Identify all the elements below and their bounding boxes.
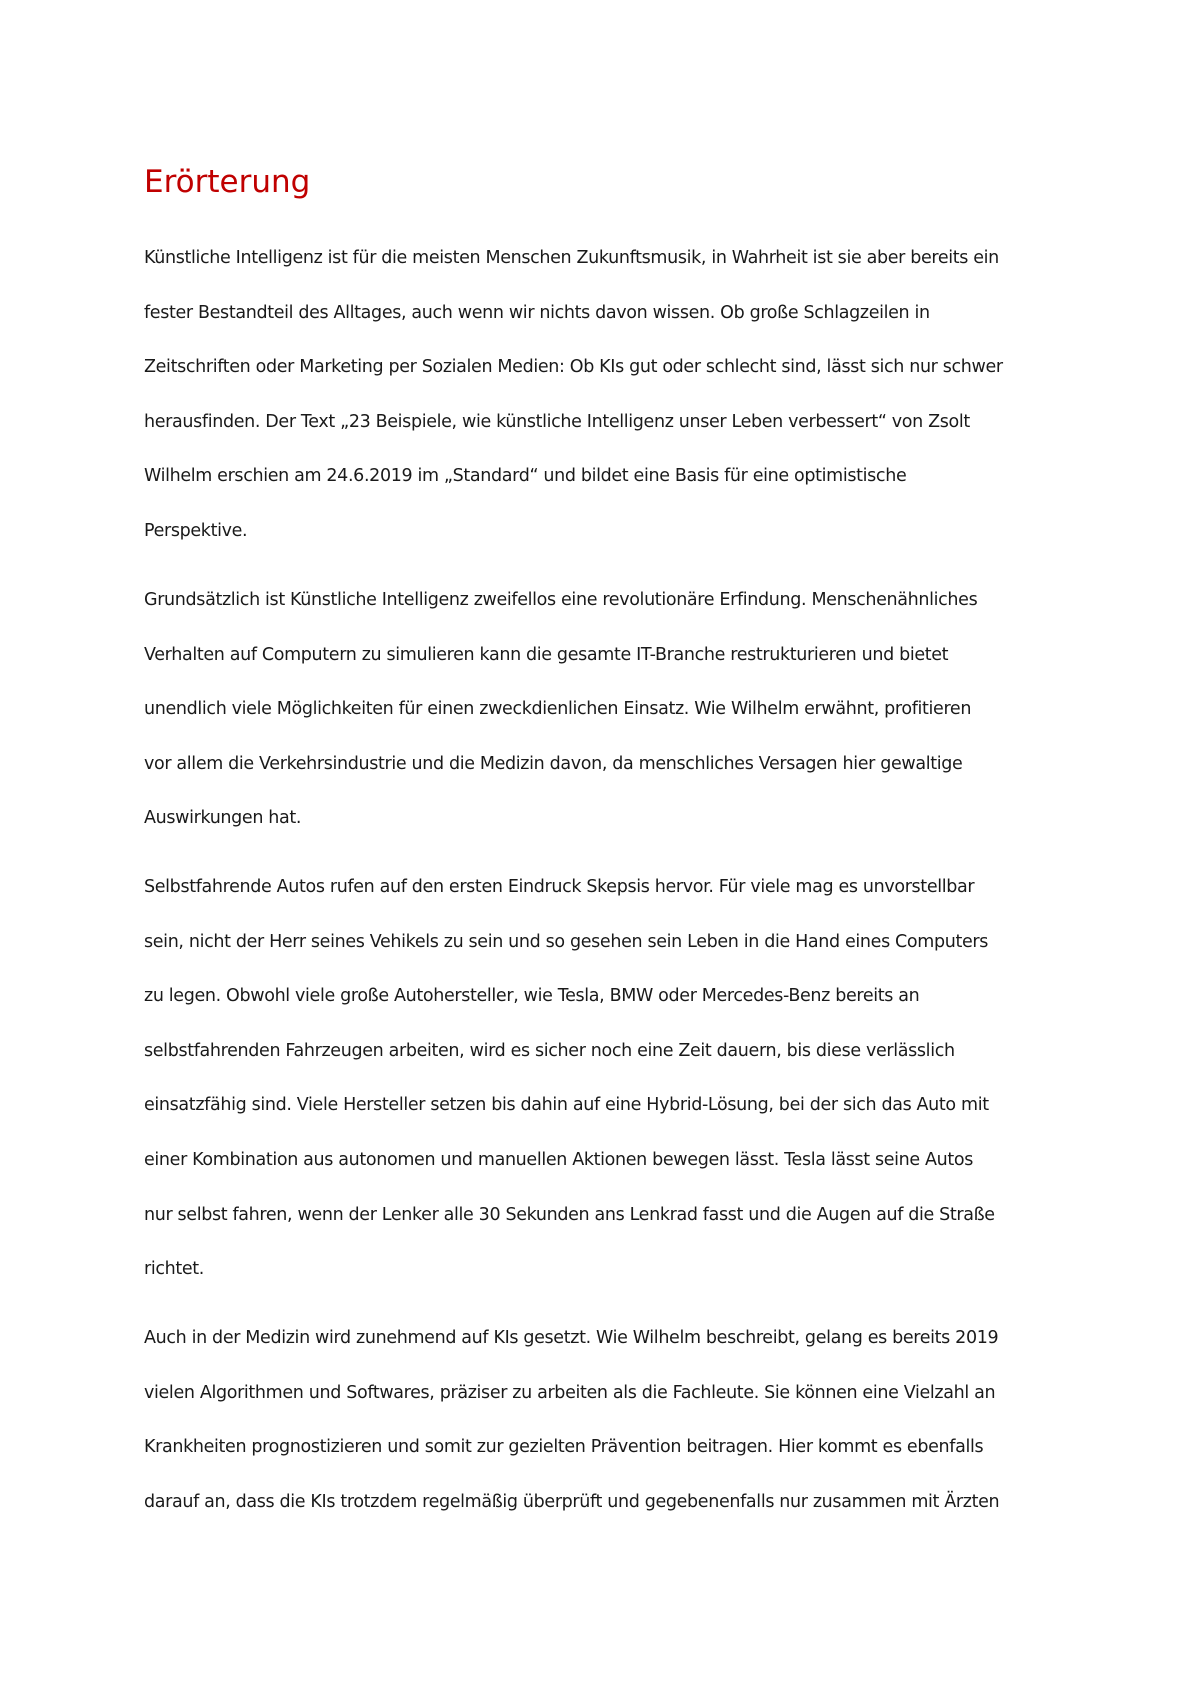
text-line: einer Kombination aus autonomen und manuellen Aktionen bewegen lässt. Tesla lässt seine Autos: [144, 1149, 974, 1170]
paragraph-medicine: [144, 1311, 1064, 1529]
text-line: Künstliche Intelligenz ist für die meisten Menschen Zukunftsmusik, in Wahrheit ist sie aber bereits ein: [144, 248, 999, 268]
text-line: vor allem die Verkehrsindustrie und die Medizin davon, da menschliches Versagen hier gewaltige: [144, 753, 963, 774]
text-line: nur selbst fahren, wenn der Lenker alle 30 Sekunden ans Lenkrad fasst und die Augen auf die Straße: [144, 1204, 995, 1225]
text-line: herausfinden. Der Text „23 Beispiele, wie künstliche Intelligenz unser Leben verbessert“ von Zsolt: [144, 411, 970, 432]
text-line: Auch in der Medizin wird zunehmend auf KIs gesetzt. Wie Wilhelm beschreibt, gelang es bereits 2019: [144, 1328, 999, 1348]
text-line: fester Bestandteil des Alltages, auch wenn wir nichts davon wissen. Ob große Schlagzeilen in: [144, 302, 930, 323]
paragraph-intro: [144, 231, 1064, 559]
text-line: darauf an, dass die KIs trotzdem regelmäßig überprüft und gegebenenfalls nur zusammen mit Ärzten: [144, 1491, 1000, 1512]
text-line: einsatzfähig sind. Viele Hersteller setzen bis dahin auf eine Hybrid-Lösung, bei der sich das Auto mit: [144, 1095, 989, 1116]
text-line: zu legen. Obwohl viele große Autohersteller, wie Tesla, BMW oder Mercedes-Benz bereits an: [144, 986, 920, 1007]
paragraph-self-driving: [144, 860, 1064, 1297]
text-line: Grundsätzlich ist Künstliche Intelligenz zweifellos eine revolutionäre Erfindung. Menschenähnliches: [144, 590, 978, 610]
text-line: Wilhelm erschien am 24.6.2019 im „Standard“ und bildet eine Basis für eine optimistische: [144, 466, 907, 487]
paragraph-revolution: [144, 573, 1064, 846]
document-title: Erörterung: [144, 164, 311, 200]
text-line: selbstfahrenden Fahrzeugen arbeiten, wird es sicher noch eine Zeit dauern, bis diese verlässlich: [144, 1040, 955, 1061]
text-line: Zeitschriften oder Marketing per Sozialen Medien: Ob KIs gut oder schlecht sind, lässt sich nur schwer: [144, 357, 1003, 378]
text-line: Verhalten auf Computern zu simulieren kann die gesamte IT-Branche restrukturieren und bietet: [144, 644, 949, 665]
text-line: unendlich viele Möglichkeiten für einen zweckdienlichen Einsatz. Wie Wilhelm erwähnt, profitieren: [144, 699, 972, 720]
text-line: richtet.: [144, 1259, 205, 1280]
text-line: Perspektive.: [144, 520, 248, 541]
text-line: Krankheiten prognostizieren und somit zur gezielten Prävention beitragen. Hier kommt es ebenfalls: [144, 1437, 984, 1458]
text-line: vielen Algorithmen und Softwares, präziser zu arbeiten als die Fachleute. Sie können eine Vielzahl an: [144, 1382, 996, 1403]
text-line: Selbstfahrende Autos rufen auf den ersten Eindruck Skepsis hervor. Für viele mag es unvorstellbar: [144, 877, 975, 897]
text-line: Auswirkungen hat.: [144, 808, 302, 829]
text-line: sein, nicht der Herr seines Vehikels zu sein und so gesehen sein Leben in die Hand eines Computers: [144, 931, 989, 952]
